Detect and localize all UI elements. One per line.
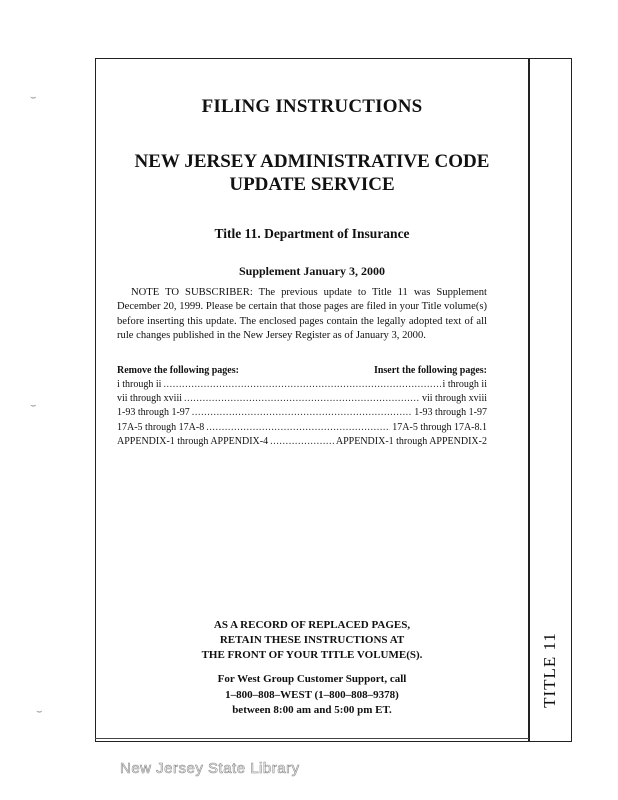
record-notice-line: RETAIN THESE INSTRUCTIONS AT	[219, 634, 405, 646]
remove-cell: 17A-5 through 17A-8	[117, 421, 205, 433]
insert-header: Insert the following pages:	[373, 365, 487, 376]
page-replacement-table	[117, 364, 487, 449]
scan-mark-icon: ⌣	[30, 92, 37, 103]
code-title-line: UPDATE SERVICE	[229, 174, 395, 195]
insert-cell: APPENDIX-1 through APPENDIX-2	[335, 435, 487, 447]
table-row	[117, 392, 487, 406]
leader-dots	[184, 392, 420, 406]
support-hours: between 8:00 am and 5:00 pm ET.	[232, 704, 392, 716]
record-notice-line: THE FRONT OF YOUR TITLE VOLUME(S).	[201, 649, 423, 661]
leader-dots	[192, 406, 412, 420]
leader-dots	[163, 378, 440, 392]
library-watermark: New Jersey State Library	[120, 760, 300, 777]
table-row	[117, 378, 487, 392]
insert-cell: vii through xviii	[422, 393, 487, 405]
record-notice-line: AS A RECORD OF REPLACED PAGES,	[213, 619, 411, 631]
insert-cell: 1-93 through 1-97	[414, 407, 487, 419]
remove-header: Remove the following pages:	[117, 365, 239, 376]
leader-dots	[206, 421, 390, 435]
supplement-date: Supplement January 3, 2000	[238, 264, 386, 278]
remove-cell: APPENDIX-1 through APPENDIX-4	[117, 435, 269, 447]
table-row	[117, 406, 487, 420]
table-row	[117, 421, 487, 435]
table-row	[117, 435, 487, 449]
support-phone: 1–800–808–WEST (1–800–808–9378)	[225, 688, 399, 701]
remove-cell: 1-93 through 1-97	[117, 407, 190, 419]
scan-mark-icon: ⌣	[30, 400, 37, 411]
leader-dots	[270, 435, 334, 449]
support-line: For West Group Customer Support, call	[217, 673, 407, 685]
title-side-tab	[530, 620, 570, 720]
remove-cell: vii through xviii	[117, 393, 182, 405]
table-header	[117, 364, 487, 378]
code-title-line: NEW JERSEY ADMINISTRATIVE CODE	[134, 151, 490, 172]
insert-cell: 17A-5 through 17A-8.1	[392, 421, 487, 433]
customer-support	[117, 672, 507, 719]
record-notice	[117, 618, 507, 663]
bottom-rule	[95, 738, 529, 739]
insert-cell: i through ii	[442, 379, 487, 390]
remove-cell: i through ii	[117, 379, 162, 390]
page-title: FILING INSTRUCTIONS	[201, 96, 423, 117]
scan-mark-icon: ⌣	[36, 706, 43, 717]
subscriber-note: NOTE TO SUBSCRIBER: The previous update to Title 11 was Supplement December 20, 1999. Please be certain that those pages are filed in your Title volume(s) before inserting this update. The enclosed pages contain the legally adopted text of all rule changes published in the New Jersey Register as of January 3, 2000.	[117, 287, 487, 341]
side-tab-label: TITLE 11	[540, 632, 560, 708]
code-title	[117, 150, 507, 196]
title-department: Title 11. Department of Insurance	[214, 226, 410, 241]
